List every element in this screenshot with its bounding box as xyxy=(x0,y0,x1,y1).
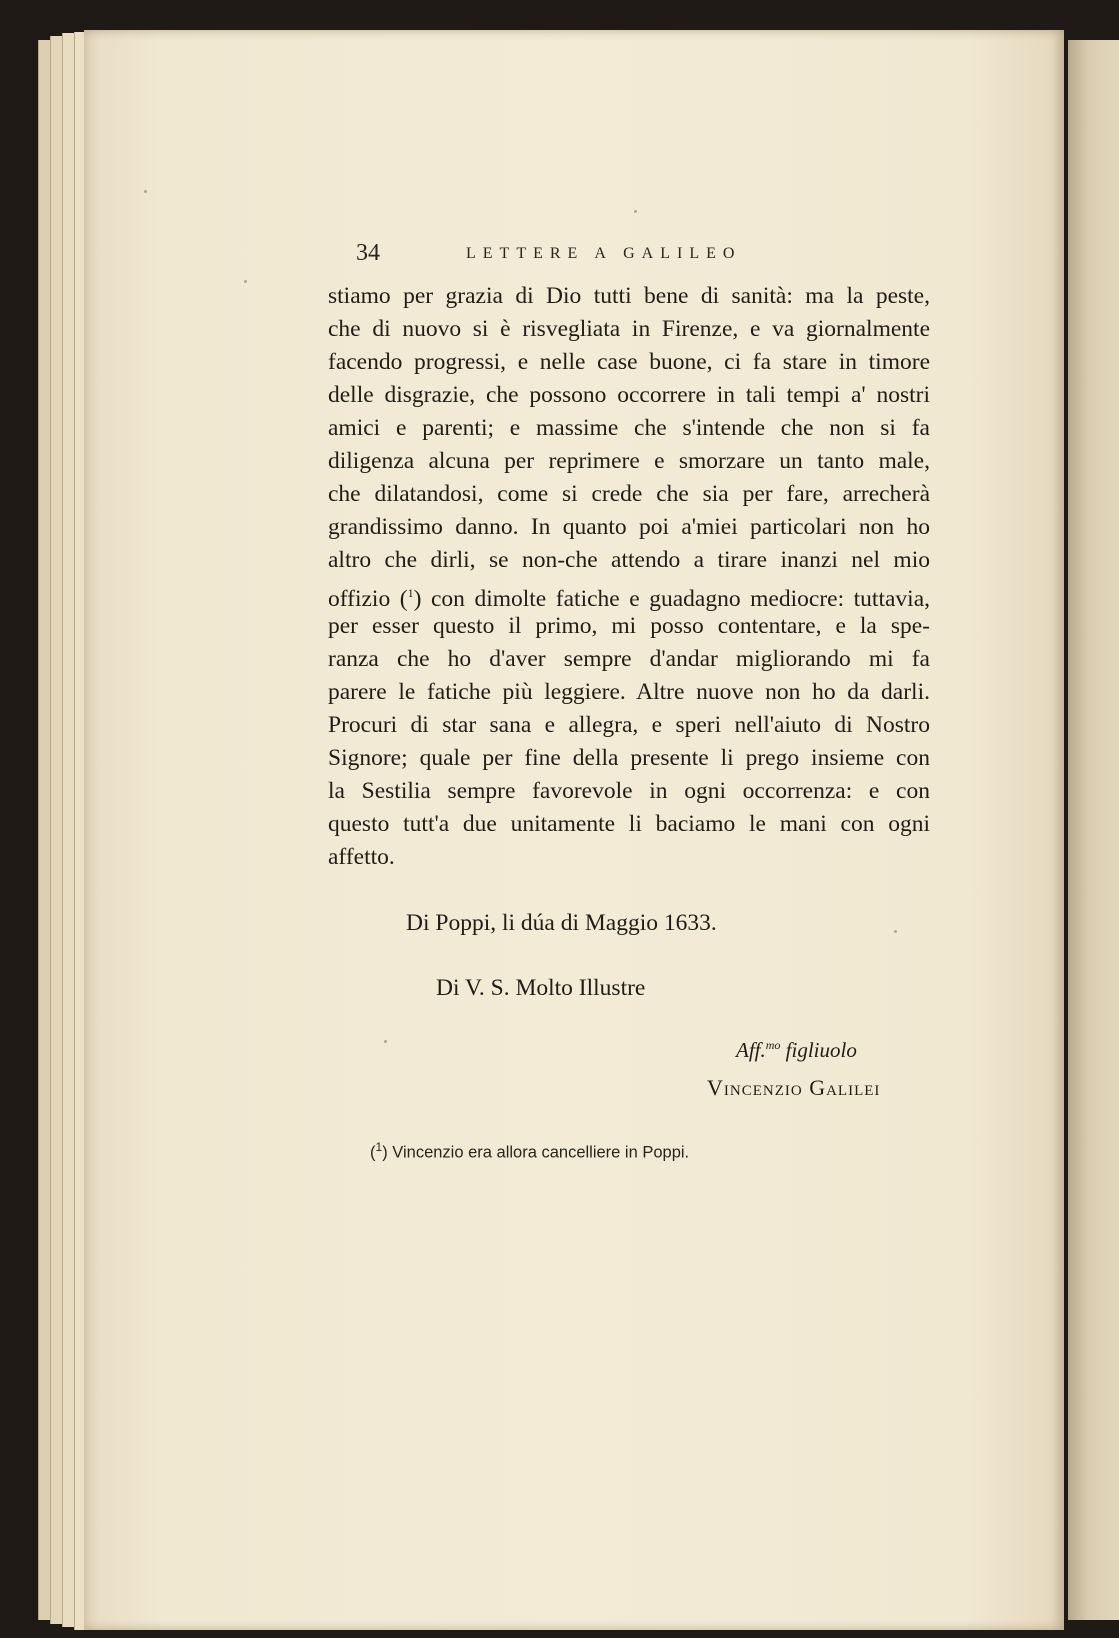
text-line: la Sestilia sempre favorevole in ogni occorrenza: e con xyxy=(328,778,930,804)
running-title: LETTERE A GALILEO xyxy=(466,245,742,262)
page-header xyxy=(356,240,816,270)
paper-speck xyxy=(384,1040,387,1043)
page-number: 34 xyxy=(356,240,380,266)
line-text: ) con dimolte fatiche e guadagno mediocre: tuttavia, xyxy=(413,585,930,612)
text-line: Signore; quale per fine della presente li prego insieme con xyxy=(328,745,930,771)
text-line: ranza che ho d'aver sempre d'andar migliorando mi fa xyxy=(328,646,930,672)
text-line-with-footnote-ref xyxy=(328,577,930,610)
text-line: che dilatandosi, come si crede che sia per fare, arrecherà xyxy=(328,481,930,507)
text-line: grandissimo danno. In quanto poi a'miei particolari non ho xyxy=(328,514,930,540)
paper-speck xyxy=(244,280,247,283)
salutation: Di V. S. Molto Illustre xyxy=(436,975,646,1001)
footnote: ($^1$) Vincenzio era allora cancelliere in Poppi. xyxy=(370,1140,690,1162)
dateline: Di Poppi, li dúa di Maggio 1633. xyxy=(406,910,717,936)
closing-superscript: mo xyxy=(765,1038,781,1052)
footnote-marker: 1 xyxy=(375,1140,383,1154)
text-line: parere le fatiche più leggiere. Altre nuove non ho da darli. xyxy=(328,679,930,705)
text-line: Procuri di star sana e allegra, e speri nell'aiuto di Nostro xyxy=(328,712,930,738)
letter-body xyxy=(328,280,930,874)
closing-suffix: figliuolo xyxy=(780,1038,857,1062)
text-line: stiamo per grazia di Dio tutti bene di sanità: ma la peste, xyxy=(328,283,930,309)
text-line: affetto. xyxy=(328,844,395,870)
paper-speck xyxy=(634,210,637,213)
text-line: per esser questo il primo, mi posso contentare, e la spe- xyxy=(328,613,930,639)
footnote-text: ) Vincenzio era allora cancelliere in Poppi. xyxy=(382,1143,690,1162)
paper-speck xyxy=(144,190,147,193)
signature: Vincenzio Galilei xyxy=(707,1075,881,1100)
facing-page-edge xyxy=(1068,40,1119,1620)
text-line: facendo progressi, e nelle case buone, ci fa stare in timore xyxy=(328,349,930,375)
paper-speck xyxy=(894,930,897,933)
text-line: altro che dirli, se non-che attendo a tirare inanzi nel mio xyxy=(328,547,930,573)
footnote-reference: 1 xyxy=(407,586,414,600)
text-line: amici e parenti; e massime che s'intende che non si fa xyxy=(328,415,930,441)
text-line: che di nuovo si è risvegliata in Firenze, e va giornalmente xyxy=(328,316,930,342)
text-line: diligenza alcuna per reprimere e smorzare un tanto male, xyxy=(328,448,930,474)
text-line: delle disgrazie, che possono occorrere in tali tempi a' nostri xyxy=(328,382,930,408)
line-text: offizio ( xyxy=(328,585,408,612)
closing-prefix: Aff. xyxy=(736,1038,766,1062)
text-line: questo tutt'a due unitamente li baciamo le mani con ogni xyxy=(328,811,930,837)
closing-phrase xyxy=(736,1038,857,1063)
